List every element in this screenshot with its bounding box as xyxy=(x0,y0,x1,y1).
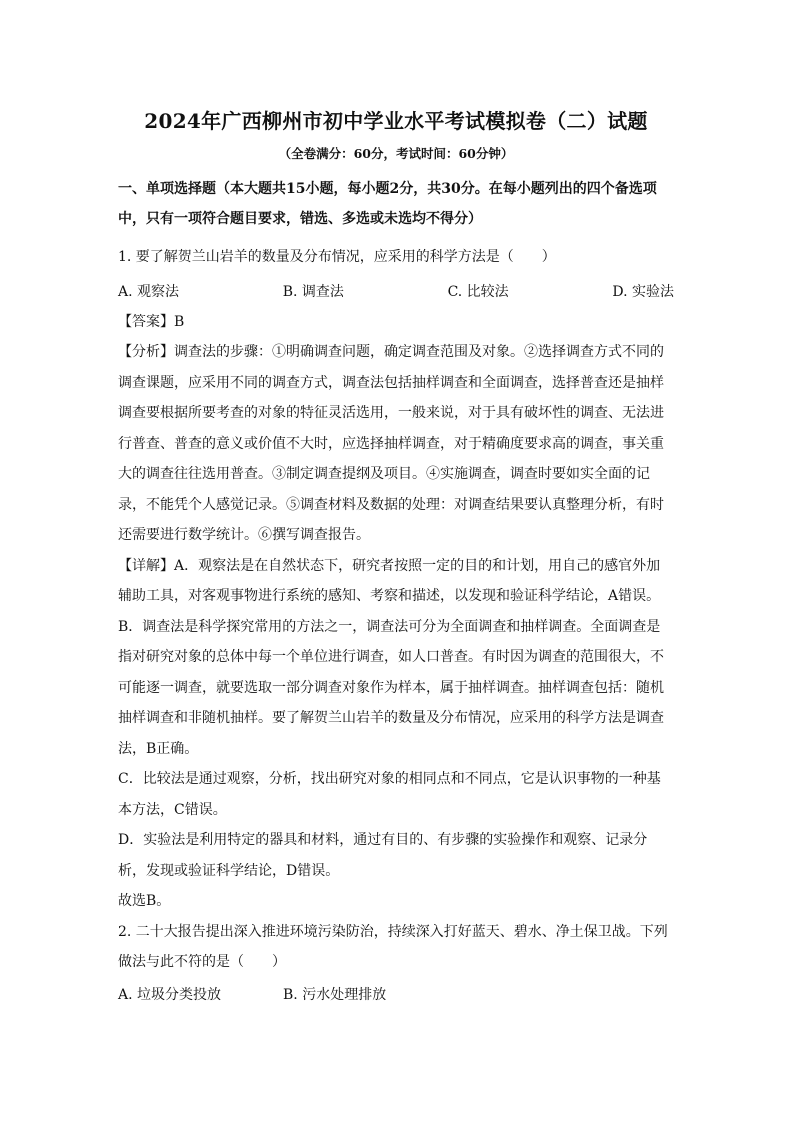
detail-line: 法，B正确。 xyxy=(118,740,199,757)
question-1-option-d: D. 实验法 xyxy=(612,283,674,300)
detail-line: 可能逐一调查，就要选取一部分调查对象作为样本，属于抽样调查。抽样调查包括：随机 xyxy=(118,679,664,696)
question-1-option-a: A. 观察法 xyxy=(118,283,180,300)
detail-line: 指对研究对象的总体中每一个单位进行调查，如人口普查。有时因为调查的范围很大，不 xyxy=(118,649,664,665)
question-1-stem: 1. 要了解贺兰山岩羊的数量及分布情况，应采用的科学方法是（ ） xyxy=(118,249,556,265)
analysis-line: 录，不能凭个人感觉记录。⑤调查材料及数据的处理：对调查结果要认真整理分析，有时 xyxy=(118,496,664,513)
detail-line: 故选B。 xyxy=(118,893,171,909)
question-1-options xyxy=(118,277,674,307)
analysis-line: 还需要进行数学统计。⑥撰写调查报告。 xyxy=(118,527,370,543)
exam-info: （全卷满分：60分，考试时间：60分钟） xyxy=(278,146,514,161)
question-1-analysis xyxy=(118,337,674,551)
detail-line: 辅助工具，对客观事物进行系统的感知、考察和描述，以发现和验证科学结论，A错误。 xyxy=(118,588,661,604)
question-2-option-a: A. 垃圾分类投放 xyxy=(118,986,222,1003)
question-1-option-c: C. 比较法 xyxy=(447,283,509,300)
question-2-stem-line-2: 做法与此不符的是（ ） xyxy=(118,954,286,970)
question-1-detail xyxy=(118,551,674,917)
detail-line: 本方法，C错误。 xyxy=(118,801,227,818)
detail-line: 【详解】A．观察法是在自然状态下，研究者按照一定的目的和计划，用自己的感官外加 xyxy=(118,557,661,574)
question-2-stem-line-1: 2. 二十大报告提出深入推进环境污染防治，持续深入打好蓝天、碧水、净土保卫战。下列 xyxy=(118,923,668,940)
analysis-line: 调查课题，应采用不同的调查方式，调查法包括抽样调查和全面调查，选择普查还是抽样 xyxy=(118,374,664,391)
page-title: 2024年广西柳州市初中学业水平考试模拟卷（二）试题 xyxy=(144,109,648,133)
analysis-line: 行普查、普查的意义或价值不大时，应选择抽样调查，对于精确度要求高的调查，事关重 xyxy=(118,435,664,452)
question-2-option-b: B. 污水处理排放 xyxy=(283,986,387,1003)
question-2-options xyxy=(118,980,674,1010)
question-1-answer: 【答案】B xyxy=(118,313,185,330)
detail-line: 抽样调查和非随机抽样。要了解贺兰山岩羊的数量及分布情况，应采用的科学方法是调查 xyxy=(118,710,664,726)
analysis-line: 【分析】调查法的步骤：①明确调查问题，确定调查范围及对象。②选择调查方式不同的 xyxy=(118,344,664,360)
section-heading-line-1: 一、单项选择题（本大题共15小题，每小题2分，共30分。在每小题列出的四个备选项 xyxy=(118,181,657,197)
detail-line: C．比较法是通过观察，分析，找出研究对象的相同点和不同点，它是认识事物的一种基 xyxy=(118,771,661,787)
section-heading-line-2: 中，只有一项符合题目要求，错选、多选或未选均不得分） xyxy=(118,211,482,227)
detail-line: B．调查法是科学探究常用的方法之一，调查法可分为全面调查和抽样调查。全面调查是 xyxy=(118,618,661,635)
question-1-option-b: B. 调查法 xyxy=(282,283,344,300)
detail-line: 析，发现或验证科学结论，D错误。 xyxy=(118,862,340,879)
detail-line: D．实验法是利用特定的器具和材料，通过有目的、有步骤的实验操作和观察、记录分 xyxy=(118,832,648,848)
analysis-line: 调查要根据所要考查的对象的特征灵活选用，一般来说，对于具有破坏性的调查、无法进 xyxy=(118,405,664,421)
analysis-line: 大的调查往往选用普查。③制定调查提纲及项目。④实施调查，调查时要如实全面的记 xyxy=(118,466,650,482)
